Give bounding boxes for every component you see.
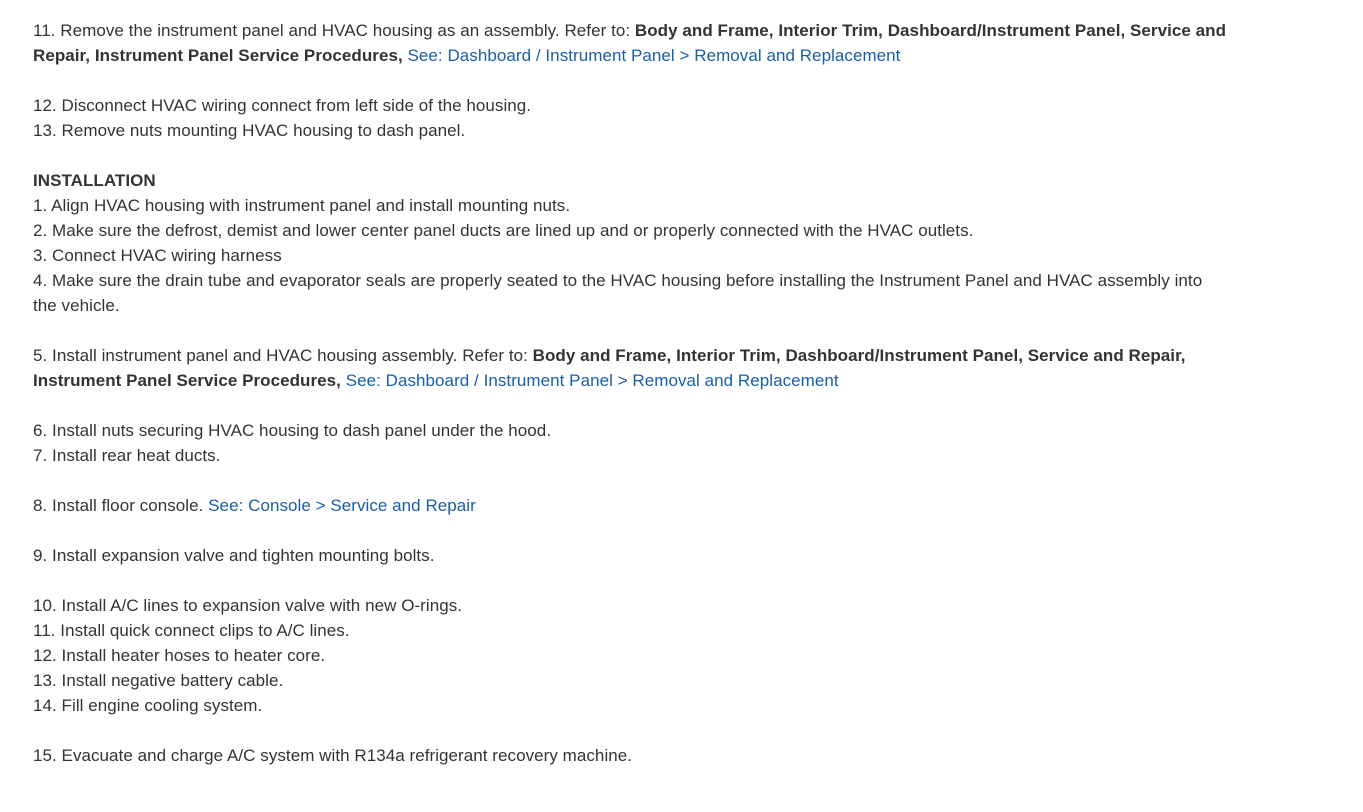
install-step-4-cont: the vehicle. xyxy=(33,296,120,315)
install-step-11: 11. Install quick connect clips to A/C lines. xyxy=(33,621,350,640)
installation-heading: INSTALLATION xyxy=(33,171,156,190)
install-step-10: 10. Install A/C lines to expansion valve with new O-rings. xyxy=(33,596,463,615)
install-step-15: 15. Evacuate and charge A/C system with R134a refrigerant recovery machine. xyxy=(33,746,633,765)
reference-path-cont: Repair, Instrument Panel Service Procedures, xyxy=(33,46,403,65)
step-text: 5. Install instrument panel and HVAC housing assembly. Refer to: xyxy=(33,346,533,365)
reference-path-cont: Instrument Panel Service Procedures, xyxy=(33,371,341,390)
install-step-9: 9. Install expansion valve and tighten mounting bolts. xyxy=(33,546,435,565)
reference-path: Body and Frame, Interior Trim, Dashboard/Instrument Panel, Service and xyxy=(634,21,1227,40)
removal-step-11 xyxy=(33,18,1263,68)
install-step-7: 7. Install rear heat ducts. xyxy=(33,446,221,465)
removal-step-12: 12. Disconnect HVAC wiring connect from left side of the housing. xyxy=(33,96,532,115)
dashboard-removal-link[interactable]: See: Dashboard / Instrument Panel > Removal and Replacement xyxy=(407,46,901,65)
install-step-5 xyxy=(33,343,1263,393)
install-step-1: 1. Align HVAC housing with instrument panel and install mounting nuts. xyxy=(33,196,571,215)
dashboard-install-link[interactable]: See: Dashboard / Instrument Panel > Removal and Replacement xyxy=(345,371,839,390)
document-body xyxy=(33,18,1263,768)
removal-step-13: 13. Remove nuts mounting HVAC housing to dash panel. xyxy=(33,121,466,140)
install-step-13: 13. Install negative battery cable. xyxy=(33,671,284,690)
step-text: 11. Remove the instrument panel and HVAC housing as an assembly. Refer to: xyxy=(33,21,635,40)
install-step-4: 4. Make sure the drain tube and evaporator seals are properly seated to the HVAC housing before installing the Instrument Panel and HVAC assembly into xyxy=(33,271,1203,290)
install-step-3: 3. Connect HVAC wiring harness xyxy=(33,246,282,265)
console-service-link[interactable]: See: Console > Service and Repair xyxy=(208,496,476,515)
install-step-14: 14. Fill engine cooling system. xyxy=(33,696,263,715)
install-step-8 xyxy=(33,493,1263,518)
reference-path: Body and Frame, Interior Trim, Dashboard/Instrument Panel, Service and Repair, xyxy=(532,346,1186,365)
step-text: 8. Install floor console. xyxy=(33,496,209,515)
install-step-12: 12. Install heater hoses to heater core. xyxy=(33,646,326,665)
install-step-6: 6. Install nuts securing HVAC housing to dash panel under the hood. xyxy=(33,421,552,440)
install-step-2: 2. Make sure the defrost, demist and lower center panel ducts are lined up and or properly connected with the HVAC outlets. xyxy=(33,221,974,240)
